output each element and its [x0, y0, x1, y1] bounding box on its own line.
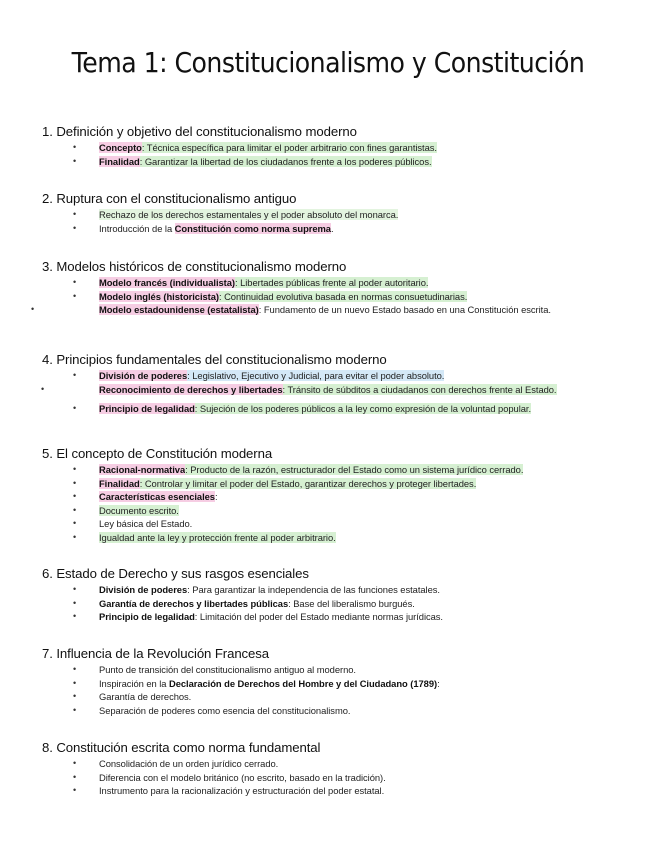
list-item: [42, 757, 632, 771]
section-4: [42, 352, 632, 416]
section-heading: 5. El concepto de Constitución moderna: [42, 446, 273, 461]
term: División de poderes: [99, 370, 188, 381]
term: Garantía de derechos y libertades públicas: [99, 597, 289, 609]
term: Declaración de Derechos del Hombre y del Ciudadano (1789): [168, 677, 438, 689]
section-heading: 2. Ruptura con el constitucionalismo antiguo: [42, 191, 297, 206]
term: Constitución como norma suprema: [174, 222, 331, 234]
item-text: : Para garantizar la independencia de las funciones estatales.: [187, 584, 440, 595]
term: Concepto: [99, 142, 142, 153]
item-text: Diferencia con el modelo británico (no escrito, basado en la tradición).: [99, 771, 386, 783]
list-item: [42, 531, 632, 545]
term: Principio de legalidad: [99, 403, 195, 414]
list-item: [42, 290, 632, 304]
item-text: : Sujeción de los poderes públicos a la ley como expresión de la voluntad popular.: [194, 403, 532, 414]
section-6: [42, 566, 632, 624]
item-text: Separación de poderes como esencia del constitucionalismo.: [99, 704, 351, 716]
item-text: .: [330, 222, 334, 234]
term: Características esenciales: [99, 491, 215, 502]
item-text: Igualdad ante la ley y protección frente al poder arbitrario.: [99, 531, 336, 543]
item-text: Documento escrito.: [99, 504, 179, 516]
term: División de poderes: [99, 584, 188, 595]
list-item: [10, 383, 632, 397]
item-text: Garantía de derechos.: [99, 691, 192, 702]
list-item: [42, 597, 632, 611]
item-text: : Limitación del poder del Estado mediante normas jurídicas.: [194, 611, 443, 622]
section-heading: 7. Influencia de la Revolución Francesa: [42, 646, 270, 661]
item-text: : Garantizar la libertad de los ciudadanos frente a los poderes públicos.: [139, 155, 432, 167]
list-item: [42, 583, 632, 597]
section-5: [42, 446, 632, 544]
item-text: : Continuidad evolutiva basada en normas consuetudinarias.: [218, 290, 468, 302]
list-item: [42, 222, 632, 236]
list-item: [42, 369, 632, 383]
item-text: Consolidación de un orden jurídico cerrado.: [99, 758, 279, 769]
term: Finalidad: [99, 155, 140, 167]
term: Modelo francés (individualista): [99, 277, 235, 288]
item-text: : Fundamento de un nuevo Estado basado en una Constitución escrita.: [258, 304, 551, 315]
list-item: [42, 276, 632, 290]
term: Principio de legalidad: [99, 611, 195, 622]
list-item: [42, 704, 632, 718]
term: Racional-normativa: [99, 464, 186, 475]
item-text: :: [214, 491, 218, 502]
list-item: [42, 208, 632, 222]
list-item: [42, 610, 632, 624]
section-heading: 4. Principios fundamentales del constitucionalismo moderno: [42, 352, 387, 367]
section-heading: 6. Estado de Derecho y sus rasgos esenciales: [42, 566, 309, 581]
list-item: [0, 303, 632, 317]
list-item: [42, 517, 632, 531]
section-8: [42, 740, 632, 798]
item-text: : Producto de la razón, estructurador del Estado como un sistema jurídico cerrado.: [185, 464, 524, 475]
term: Modelo inglés (historicista): [99, 290, 219, 302]
section-1: [42, 124, 632, 168]
list-item: [42, 771, 632, 785]
item-text: : Libertades públicas frente al poder autoritario.: [234, 277, 429, 288]
list-item: [42, 677, 632, 691]
list-item: [42, 402, 632, 416]
list-item: [42, 463, 632, 477]
list-item: [42, 504, 632, 518]
item-text: : Legislativo, Ejecutivo y Judicial, para evitar el poder absoluto.: [187, 370, 445, 381]
item-text: : Tránsito de súbditos a ciudadanos con derechos frente al Estado.: [282, 383, 557, 395]
item-text: : Base del liberalismo burgués.: [288, 597, 415, 609]
section-heading: 1. Definición y objetivo del constitucionalismo moderno: [42, 124, 357, 139]
list-item: [42, 141, 632, 155]
list-item: [42, 477, 632, 491]
list-item: [42, 784, 632, 798]
list-item: [42, 663, 632, 677]
item-text: :: [437, 677, 440, 689]
page-title: Tema 1: Constitucionalismo y Constitución: [71, 46, 585, 79]
list-item: [42, 155, 632, 169]
section-3: [42, 259, 632, 317]
item-prefix: Inspiración en la: [99, 677, 169, 689]
section-7: [42, 646, 632, 717]
term: Modelo estadounidense (estatalista): [99, 304, 259, 315]
term: Finalidad: [99, 477, 140, 489]
list-item: [42, 690, 632, 704]
section-2: [42, 191, 632, 235]
item-text: Rechazo de los derechos estamentales y el poder absoluto del monarca.: [99, 209, 399, 220]
section-heading: 3. Modelos históricos de constitucionalismo moderno: [42, 259, 347, 274]
item-text: Punto de transición del constitucionalismo antiguo al moderno.: [99, 664, 356, 675]
item-text: Instrumento para la racionalización y estructuración del poder estatal.: [99, 785, 385, 796]
section-heading: 8. Constitución escrita como norma fundamental: [42, 740, 321, 755]
item-prefix: Introducción de la: [99, 222, 175, 234]
term: Reconocimiento de derechos y libertades: [99, 383, 283, 395]
item-text: : Controlar y limitar el poder del Estado, garantizar derechos y proteger libertades.: [139, 477, 477, 489]
item-text: : Técnica específica para limitar el poder arbitrario con fines garantistas.: [141, 142, 437, 153]
list-item: [42, 490, 632, 504]
item-text: Ley básica del Estado.: [99, 518, 193, 529]
